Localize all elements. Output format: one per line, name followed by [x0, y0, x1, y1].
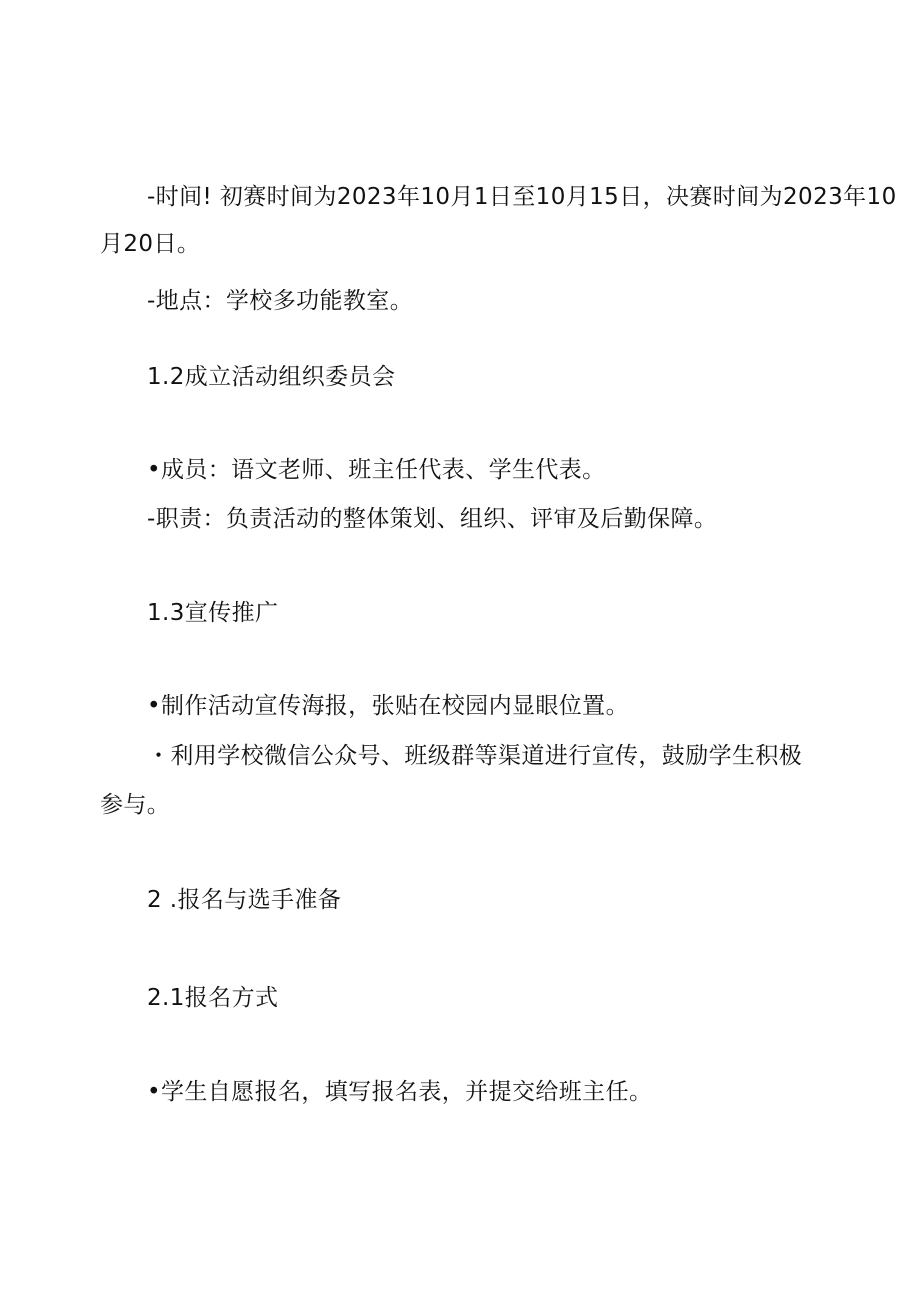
location-line: -地点：学校多功能教室。 [147, 288, 414, 314]
promotion-line-2: 参与。 [100, 792, 171, 818]
time-line-1: -时间! 初赛时间为2023年10月1日至10月15日，决赛时间为2023年10 [147, 184, 897, 210]
promotion-line-1: ・利用学校微信公众号、班级群等渠道进行宣传，鼓励学生积极 [147, 743, 803, 769]
section-heading-2-1: 2.1报名方式 [147, 985, 279, 1011]
section-heading-2: 2 .报名与选手准备 [147, 887, 342, 913]
section-heading-1-2: 1.2成立活动组织委员会 [147, 364, 396, 390]
poster-line: •制作活动宣传海报，张贴在校园内显眼位置。 [147, 693, 629, 719]
members-line: •成员：语文老师、班主任代表、学生代表。 [147, 457, 606, 483]
section-heading-1-3: 1.3宣传推广 [147, 600, 279, 626]
duties-line: -职责：负责活动的整体策划、组织、评审及后勤保障。 [147, 506, 718, 532]
registration-line: •学生自愿报名，填写报名表，并提交给班主任。 [147, 1079, 653, 1105]
time-line-2: 月20日。 [100, 231, 201, 257]
